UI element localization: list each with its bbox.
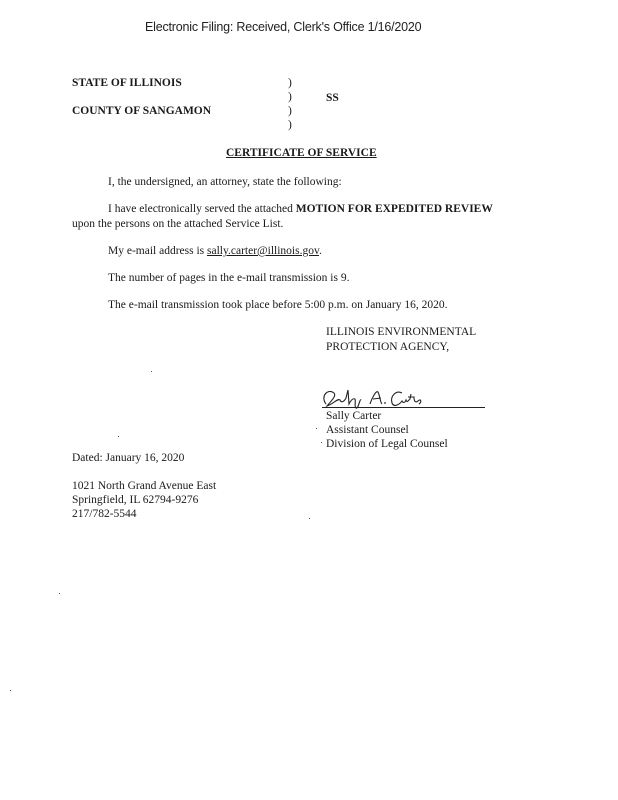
document-title: CERTIFICATE OF SERVICE [226, 147, 377, 159]
caption-paren: ) [288, 77, 292, 89]
address-phone: 217/782-5544 [72, 508, 137, 520]
scan-speck [59, 593, 60, 594]
address-city: Springfield, IL 62794-9276 [72, 494, 199, 506]
signer-title: Assistant Counsel [326, 424, 409, 436]
signer-name: Sally Carter [326, 410, 382, 422]
email-link[interactable]: sally.carter@illinois.gov [207, 245, 319, 257]
served-paragraph [108, 203, 493, 215]
served-line2: upon the persons on the attached Service List. [72, 218, 284, 230]
scan-speck [10, 690, 11, 691]
email-suffix: . [318, 245, 322, 257]
scan-speck [309, 518, 310, 519]
agency-line2: PROTECTION AGENCY, [326, 341, 450, 353]
filing-stamp: Electronic Filing: Received, Clerk's Office 1/16/2020 [145, 20, 422, 34]
caption-ss: SS [326, 92, 339, 104]
scan-speck [151, 371, 152, 372]
agency-line1: ILLINOIS ENVIRONMENTAL [326, 326, 477, 338]
intro-paragraph: I, the undersigned, an attorney, state the following: [108, 176, 342, 188]
email-prefix: My e-mail address is [108, 245, 208, 257]
caption-county: COUNTY OF SANGAMON [72, 105, 212, 117]
caption-paren: ) [288, 119, 292, 131]
scan-speck [321, 442, 322, 443]
caption-state: STATE OF ILLINOIS [72, 77, 182, 89]
signer-division: Division of Legal Counsel [326, 438, 448, 450]
caption-paren: ) [288, 105, 292, 117]
scan-speck [118, 436, 119, 437]
served-prefix: I have electronically served the attached [108, 203, 296, 215]
email-paragraph [108, 245, 322, 257]
time-paragraph: The e-mail transmission took place before 5:00 p.m. on January 16, 2020. [108, 299, 448, 311]
address-street: 1021 North Grand Avenue East [72, 480, 217, 492]
caption-paren: ) [288, 91, 292, 103]
dated-line: Dated: January 16, 2020 [72, 452, 185, 464]
served-document: MOTION FOR EXPEDITED REVIEW [295, 203, 493, 215]
pages-paragraph: The number of pages in the e-mail transmission is 9. [108, 272, 350, 284]
scan-speck [316, 428, 317, 429]
signature-line [322, 407, 485, 408]
